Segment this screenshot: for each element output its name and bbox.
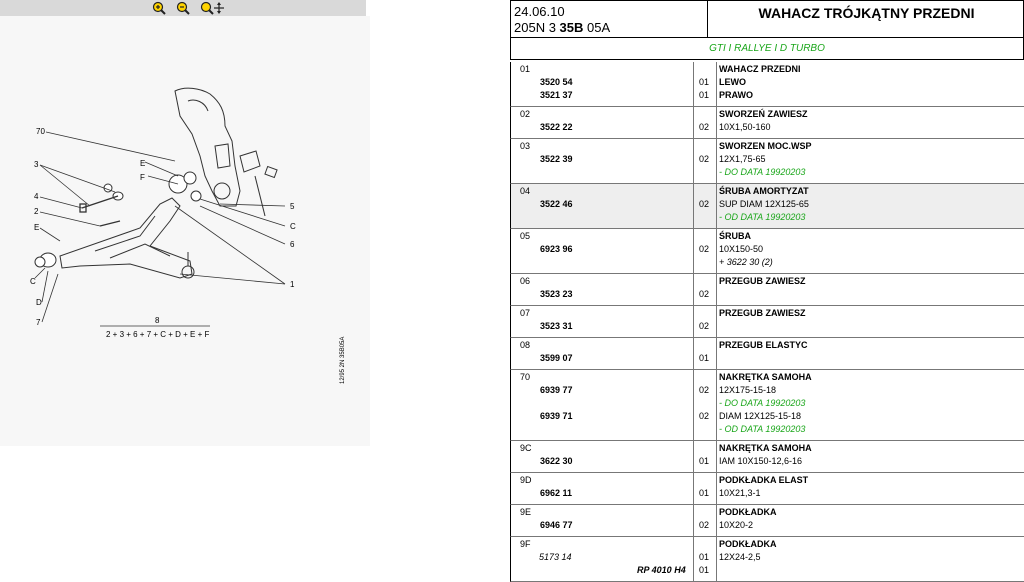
column-divider xyxy=(693,274,694,305)
quantity: 01 xyxy=(699,77,710,87)
column-divider xyxy=(716,441,717,472)
part-spec: 12X175-15-18 xyxy=(719,385,777,395)
callout-7: 7 xyxy=(36,318,41,327)
callout-f: F xyxy=(140,173,145,182)
part-name: SWORZEN MOC.WSP xyxy=(719,141,812,151)
callout-1: 1 xyxy=(290,280,295,289)
part-spec: IAM 10X150-12,6-16 xyxy=(719,456,803,466)
callout-5: 5 xyxy=(290,202,295,211)
quantity: 01 xyxy=(699,552,710,562)
part-name: LEWO xyxy=(719,77,746,87)
row-position: 9C xyxy=(520,443,532,453)
part-name: PRZEGUB ZAWIESZ xyxy=(719,308,806,318)
column-divider xyxy=(693,62,694,106)
part-number[interactable]: 3599 07 xyxy=(540,353,573,363)
table-row[interactable] xyxy=(510,338,1024,370)
row-position: 08 xyxy=(520,340,531,350)
quantity: 02 xyxy=(699,289,710,299)
part-spec: 10X1,50-160 xyxy=(719,122,771,132)
column-divider xyxy=(716,338,717,369)
row-position: 06 xyxy=(520,276,531,286)
table-row[interactable] xyxy=(510,107,1024,139)
column-divider xyxy=(716,62,717,106)
part-number[interactable]: 6923 96 xyxy=(540,244,573,254)
table-row[interactable] xyxy=(510,473,1024,505)
quantity: 02 xyxy=(699,520,710,530)
part-number[interactable]: 3522 39 xyxy=(540,154,573,164)
zoom-in-icon[interactable] xyxy=(152,1,166,15)
quantity: 01 xyxy=(699,488,710,498)
part-spec: 12X1,75-65 xyxy=(719,154,766,164)
callout-c-right: C xyxy=(290,222,296,231)
row-position: 9D xyxy=(520,475,532,485)
quantity: 01 xyxy=(699,353,710,363)
table-row[interactable] xyxy=(510,229,1024,274)
callout-d: D xyxy=(36,298,42,307)
model-code-prefix: 205N 3 xyxy=(514,20,556,35)
table-row[interactable] xyxy=(510,306,1024,338)
part-spec: 10X20-2 xyxy=(719,520,754,530)
diagram-pane xyxy=(0,0,370,515)
table-row[interactable] xyxy=(510,184,1024,229)
part-spec: 10X21,3-1 xyxy=(719,488,761,498)
part-name: ŚRUBA AMORTYZAT xyxy=(719,186,809,196)
date-note: - OD DATA 19920203 xyxy=(719,212,806,222)
quantity: 01 xyxy=(699,90,710,100)
row-position: 01 xyxy=(520,64,531,74)
table-row[interactable] xyxy=(510,537,1024,582)
part-spec: 10X150-50 xyxy=(719,244,764,254)
column-divider xyxy=(693,441,694,472)
column-divider xyxy=(693,473,694,504)
header-model-code xyxy=(514,20,610,35)
quantity: 02 xyxy=(699,244,710,254)
part-number[interactable]: 3523 31 xyxy=(540,321,573,331)
quantity: 02 xyxy=(699,411,710,421)
part-name: PRAWO xyxy=(719,90,754,100)
part-spec: SUP DIAM 12X125-65 xyxy=(719,199,809,209)
callout-e-mid: E xyxy=(140,159,146,168)
suspension-drawing xyxy=(0,16,370,446)
quantity: 02 xyxy=(699,321,710,331)
column-divider xyxy=(693,505,694,536)
part-spec: 12X24-2,5 xyxy=(719,552,761,562)
part-number[interactable]: 3521 37 xyxy=(540,90,573,100)
date-note: - DO DATA 19920203 xyxy=(719,398,806,408)
model-code-suffix: 05A xyxy=(587,20,611,35)
part-name: SWORZEŃ ZAWIESZ xyxy=(719,109,808,119)
part-number[interactable]: 6939 77 xyxy=(540,385,573,395)
callout-formula: 2 + 3 + 6 + 7 + C + D + E + F xyxy=(106,330,210,339)
column-divider xyxy=(693,184,694,228)
part-name: PRZEGUB ZAWIESZ xyxy=(719,276,806,286)
table-row[interactable] xyxy=(510,505,1024,537)
part-name: PODKŁADKA xyxy=(719,507,777,517)
row-position: 02 xyxy=(520,109,531,119)
quantity: 01 xyxy=(699,456,710,466)
part-number[interactable]: 6939 71 xyxy=(540,411,573,421)
diagram-side-code: 12/95 2N 35B05A xyxy=(340,336,346,384)
quantity: 02 xyxy=(699,122,710,132)
column-divider xyxy=(693,306,694,337)
zoom-move-icon[interactable] xyxy=(200,1,224,15)
table-row[interactable] xyxy=(510,274,1024,306)
header-left xyxy=(511,1,708,37)
column-divider xyxy=(716,107,717,138)
part-number[interactable]: 5173 14 xyxy=(539,552,572,562)
part-number[interactable]: 6946 77 xyxy=(540,520,573,530)
column-divider xyxy=(716,306,717,337)
part-number[interactable]: 3622 30 xyxy=(540,456,573,466)
part-spec: DIAM 12X125-15-18 xyxy=(719,411,802,421)
part-number[interactable]: 3522 46 xyxy=(540,199,573,209)
callout-70: 70 xyxy=(36,127,45,136)
column-divider xyxy=(693,537,694,581)
diagram-toolbar xyxy=(0,0,366,16)
callout-4: 4 xyxy=(34,192,39,201)
quantity: 02 xyxy=(699,385,710,395)
callout-c-left: C xyxy=(30,277,36,286)
header-date: 24.06.10 xyxy=(514,4,565,19)
part-name: PRZEGUB ELASTYC xyxy=(719,340,808,350)
row-position: 04 xyxy=(520,186,531,196)
part-name: NAKRĘTKA SAMOHA xyxy=(719,372,812,382)
callout-8: 8 xyxy=(155,316,160,325)
quantity: 02 xyxy=(699,154,710,164)
table-row[interactable] xyxy=(510,62,1024,107)
table-row[interactable] xyxy=(510,139,1024,184)
column-divider xyxy=(693,229,694,273)
date-note: - OD DATA 19920203 xyxy=(719,424,806,434)
row-position: 03 xyxy=(520,141,531,151)
part-number[interactable]: 3522 22 xyxy=(540,122,573,132)
callout-6: 6 xyxy=(290,240,295,249)
row-position: 9E xyxy=(520,507,532,517)
model-code-bold: 35B xyxy=(559,20,584,35)
callout-3: 3 xyxy=(34,160,39,169)
part-name: NAKRĘTKA SAMOHA xyxy=(719,443,812,453)
column-divider xyxy=(716,274,717,305)
part-name: PODKŁADKA xyxy=(719,539,777,549)
part-number[interactable]: 3523 23 xyxy=(540,289,573,299)
date-note: - DO DATA 19920203 xyxy=(719,167,806,177)
column-divider xyxy=(716,370,717,440)
column-divider xyxy=(693,370,694,440)
column-divider xyxy=(716,537,717,581)
row-position: 70 xyxy=(520,372,531,382)
column-divider xyxy=(693,338,694,369)
column-divider xyxy=(716,139,717,183)
quantity: 01 xyxy=(699,565,710,575)
callout-e-left: E xyxy=(34,223,40,232)
column-divider xyxy=(693,107,694,138)
page-title: WAHACZ TRÓJKĄTNY PRZEDNI xyxy=(758,5,975,21)
part-name: PODKŁADKA ELAST xyxy=(719,475,809,485)
part-spec: + 3622 30 (2) xyxy=(719,257,773,267)
callout-2: 2 xyxy=(34,207,39,216)
part-name: ŚRUBA xyxy=(719,231,752,241)
quantity: 02 xyxy=(699,199,710,209)
parts-pane xyxy=(510,0,1024,575)
parts-header xyxy=(510,0,1024,38)
table-row[interactable] xyxy=(510,441,1024,473)
exploded-diagram xyxy=(0,16,370,446)
part-number[interactable]: 3520 54 xyxy=(540,77,573,87)
column-divider xyxy=(716,473,717,504)
column-divider xyxy=(716,229,717,273)
zoom-out-icon[interactable] xyxy=(176,1,190,15)
part-number[interactable]: 6962 11 xyxy=(540,488,573,498)
row-position: 07 xyxy=(520,308,531,318)
column-divider xyxy=(693,139,694,183)
variant-label: GTI I RALLYE I D TURBO xyxy=(510,38,1024,60)
row-position: 9F xyxy=(520,539,531,549)
column-divider xyxy=(716,184,717,228)
parts-table xyxy=(510,62,1024,582)
column-divider xyxy=(716,505,717,536)
part-name: WAHACZ PRZEDNI xyxy=(719,64,801,74)
table-row[interactable] xyxy=(510,370,1024,441)
replacement-ref: RP 4010 H4 xyxy=(637,565,686,575)
row-position: 05 xyxy=(520,231,531,241)
